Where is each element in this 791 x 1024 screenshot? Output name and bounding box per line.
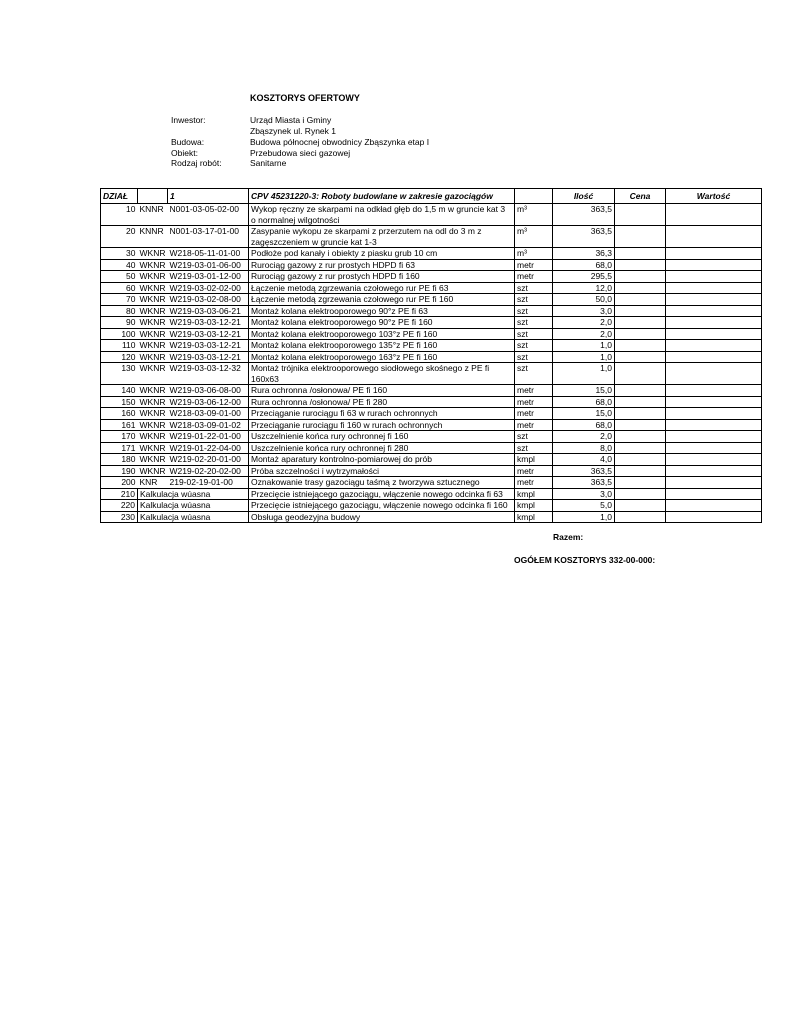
row-value [666, 396, 762, 408]
row-lp: 100 [101, 328, 138, 340]
row-source: WKNR [138, 317, 168, 329]
row-description: Montaż kolana elektrooporowego 90°z PE fi 63 [249, 305, 515, 317]
table-row [101, 351, 762, 363]
row-description: Montaż kolana elektrooporowego 90°z PE fi 160 [249, 317, 515, 329]
table-row [101, 408, 762, 420]
row-source: WKNR [138, 396, 168, 408]
row-quantity: 68,0 [553, 259, 615, 271]
row-lp: 40 [101, 259, 138, 271]
table-row [101, 282, 762, 294]
row-price [615, 454, 666, 466]
obiekt-label: Obiekt: [171, 148, 198, 158]
row-price [615, 488, 666, 500]
header-dzial: DZIAŁ [101, 189, 138, 204]
row-quantity: 363,5 [553, 204, 615, 226]
row-value [666, 500, 762, 512]
row-price [615, 317, 666, 329]
rodzaj-value: Sanitarne [250, 158, 287, 168]
row-description: Oznakowanie trasy gazociągu taśmą z tworzywa sztucznego [249, 477, 515, 489]
table-row [101, 500, 762, 512]
row-value [666, 259, 762, 271]
row-quantity: 5,0 [553, 500, 615, 512]
row-value [666, 248, 762, 260]
row-value [666, 328, 762, 340]
row-code: W219-03-03-12-21 [168, 351, 249, 363]
row-lp: 60 [101, 282, 138, 294]
row-unit: szt [515, 317, 553, 329]
row-source: WKNR [138, 340, 168, 352]
table-row [101, 465, 762, 477]
row-price [615, 465, 666, 477]
row-price [615, 500, 666, 512]
row-description: Wykop ręczny ze skarpami na odkład głęb do 1,5 m w gruncie kat 3 o normalnej wilgotności [249, 204, 515, 226]
table-row [101, 305, 762, 317]
row-quantity: 1,0 [553, 363, 615, 385]
row-value [666, 442, 762, 454]
row-price [615, 204, 666, 226]
row-lp: 110 [101, 340, 138, 352]
row-price [615, 271, 666, 283]
row-code: W218-05-11-01-00 [168, 248, 249, 260]
row-code: W218-03-09-01-02 [168, 419, 249, 431]
row-unit: szt [515, 442, 553, 454]
header-ilosc: Ilość [553, 189, 615, 204]
row-lp: 130 [101, 363, 138, 385]
row-description: Podłoże pod kanały i obiekty z piasku grub 10 cm [249, 248, 515, 260]
table-row [101, 454, 762, 466]
row-price [615, 282, 666, 294]
row-code: W219-03-03-12-32 [168, 363, 249, 385]
row-code: W219-03-03-06-21 [168, 305, 249, 317]
row-price [615, 363, 666, 385]
row-unit: metr [515, 419, 553, 431]
row-source: Kalkulacja wúasna [138, 488, 249, 500]
row-description: Montaż kolana elektrooporowego 163°z PE fi 160 [249, 351, 515, 363]
cost-estimate-table [100, 188, 762, 523]
row-value [666, 408, 762, 420]
row-lp: 20 [101, 226, 138, 248]
header-number: 1 [168, 189, 249, 204]
header-cpv: CPV 45231220-3: Roboty budowlane w zakresie gazociągów [249, 189, 515, 204]
row-value [666, 488, 762, 500]
ogolem-label: OGÓŁEM KOSZTORYS 332-00-000: [514, 555, 656, 565]
row-code: W219-03-06-08-00 [168, 385, 249, 397]
row-code: W219-03-01-06-00 [168, 259, 249, 271]
row-quantity: 68,0 [553, 396, 615, 408]
row-lp: 161 [101, 419, 138, 431]
row-quantity: 15,0 [553, 385, 615, 397]
inwestor-line1: Urząd Miasta i Gminy [250, 115, 332, 125]
row-source: WKNR [138, 431, 168, 443]
row-code: W219-03-03-12-21 [168, 328, 249, 340]
row-source: Kalkulacja wúasna [138, 511, 249, 523]
row-source: WKNR [138, 271, 168, 283]
row-quantity: 50,0 [553, 294, 615, 306]
row-lp: 170 [101, 431, 138, 443]
row-code: W218-03-09-01-00 [168, 408, 249, 420]
row-description: Przeciąganie rurociągu fi 63 w rurach ochronnych [249, 408, 515, 420]
row-quantity: 68,0 [553, 419, 615, 431]
row-value [666, 294, 762, 306]
row-unit: metr [515, 465, 553, 477]
row-price [615, 385, 666, 397]
inwestor-line2: Zbąszynek ul. Rynek 1 [250, 126, 336, 136]
row-code: W219-03-03-12-21 [168, 317, 249, 329]
table-row [101, 431, 762, 443]
row-lp: 90 [101, 317, 138, 329]
row-description: Uszczelnienie końca rury ochronnej fi 160 [249, 431, 515, 443]
table-row [101, 248, 762, 260]
row-value [666, 454, 762, 466]
row-quantity: 2,0 [553, 431, 615, 443]
row-quantity: 15,0 [553, 408, 615, 420]
row-unit: szt [515, 328, 553, 340]
row-price [615, 419, 666, 431]
row-quantity: 3,0 [553, 305, 615, 317]
row-quantity: 363,5 [553, 465, 615, 477]
row-source: KNR [138, 477, 168, 489]
row-unit: m³ [515, 204, 553, 226]
row-unit: metr [515, 385, 553, 397]
row-source: WKNR [138, 419, 168, 431]
row-code: W219-03-06-12-00 [168, 396, 249, 408]
row-lp: 30 [101, 248, 138, 260]
header-cena: Cena [615, 189, 666, 204]
row-source: WKNR [138, 351, 168, 363]
row-description: Uszczelnienie końca rury ochronnej fi 280 [249, 442, 515, 454]
row-value [666, 204, 762, 226]
row-source: Kalkulacja wúasna [138, 500, 249, 512]
table-row [101, 328, 762, 340]
row-unit: szt [515, 305, 553, 317]
row-source: WKNR [138, 385, 168, 397]
row-unit: kmpl [515, 454, 553, 466]
row-price [615, 259, 666, 271]
row-code: W219-03-02-08-00 [168, 294, 249, 306]
table-row [101, 385, 762, 397]
row-unit: szt [515, 431, 553, 443]
row-value [666, 477, 762, 489]
row-value [666, 305, 762, 317]
row-description: Montaż aparatury kontrolno-pomiarowej do prób [249, 454, 515, 466]
table-row [101, 294, 762, 306]
row-unit: szt [515, 340, 553, 352]
row-quantity: 8,0 [553, 442, 615, 454]
row-source: WKNR [138, 305, 168, 317]
row-value [666, 226, 762, 248]
row-quantity: 2,0 [553, 317, 615, 329]
row-price [615, 396, 666, 408]
row-source: WKNR [138, 442, 168, 454]
row-lp: 171 [101, 442, 138, 454]
row-quantity: 363,5 [553, 226, 615, 248]
table-row [101, 363, 762, 385]
row-value [666, 317, 762, 329]
row-source: KNNR [138, 226, 168, 248]
row-value [666, 282, 762, 294]
row-price [615, 442, 666, 454]
row-price [615, 226, 666, 248]
table-row [101, 442, 762, 454]
row-lp: 160 [101, 408, 138, 420]
row-price [615, 477, 666, 489]
row-value [666, 351, 762, 363]
row-unit: metr [515, 477, 553, 489]
row-quantity: 4,0 [553, 454, 615, 466]
row-description: Przeciąganie rurociągu fi 160 w rurach ochronnych [249, 419, 515, 431]
row-lp: 140 [101, 385, 138, 397]
header-wartosc: Wartość [666, 189, 762, 204]
row-description: Łączenie metodą zgrzewania czołowego rur PE fi 63 [249, 282, 515, 294]
row-lp: 230 [101, 511, 138, 523]
razem-label: Razem: [553, 532, 584, 542]
row-description: Montaż kolana elektrooporowego 103°z PE fi 160 [249, 328, 515, 340]
row-code: W219-01-22-01-00 [168, 431, 249, 443]
row-description: Montaż kolana elektrooporowego 135°z PE fi 160 [249, 340, 515, 352]
budowa-label: Budowa: [171, 137, 205, 147]
row-code: N001-03-05-02-00 [168, 204, 249, 226]
row-source: WKNR [138, 408, 168, 420]
table-row [101, 340, 762, 352]
row-price [615, 328, 666, 340]
row-unit: m³ [515, 226, 553, 248]
row-value [666, 271, 762, 283]
row-unit: metr [515, 408, 553, 420]
header-empty [138, 189, 168, 204]
row-value [666, 340, 762, 352]
row-unit: szt [515, 351, 553, 363]
row-lp: 70 [101, 294, 138, 306]
row-price [615, 408, 666, 420]
row-source: KNNR [138, 204, 168, 226]
budowa-value: Budowa północnej obwodnicy Zbąszynka etap I [250, 137, 430, 147]
row-code: W219-02-20-02-00 [168, 465, 249, 477]
row-value [666, 431, 762, 443]
row-lp: 120 [101, 351, 138, 363]
row-unit: kmpl [515, 488, 553, 500]
row-price [615, 351, 666, 363]
row-code: W219-03-01-12-00 [168, 271, 249, 283]
row-code: N001-03-17-01-00 [168, 226, 249, 248]
row-source: WKNR [138, 465, 168, 477]
row-price [615, 340, 666, 352]
row-quantity: 36,3 [553, 248, 615, 260]
row-lp: 180 [101, 454, 138, 466]
row-value [666, 419, 762, 431]
obiekt-value: Przebudowa sieci gazowej [250, 148, 351, 158]
table-row [101, 511, 762, 523]
row-lp: 210 [101, 488, 138, 500]
row-description: Rura ochronna /osłonowa/ PE fi 280 [249, 396, 515, 408]
row-quantity: 12,0 [553, 282, 615, 294]
row-description: Zasypanie wykopu ze skarpami z przerzutem na odl do 3 m z zagęszczeniem w gruncie kat 1-3 [249, 226, 515, 248]
table-row [101, 226, 762, 248]
row-unit: metr [515, 259, 553, 271]
header-unit [515, 189, 553, 204]
row-code: W219-03-02-02-00 [168, 282, 249, 294]
row-lp: 220 [101, 500, 138, 512]
table-row [101, 259, 762, 271]
row-unit: kmpl [515, 511, 553, 523]
table-row [101, 271, 762, 283]
table-row [101, 396, 762, 408]
inwestor-label: Inwestor: [171, 115, 206, 125]
row-value [666, 511, 762, 523]
row-price [615, 248, 666, 260]
row-quantity: 2,0 [553, 328, 615, 340]
row-description: Przecięcie istniejącego gazociągu, włączenie nowego odcinka fi 63 [249, 488, 515, 500]
row-source: WKNR [138, 282, 168, 294]
row-unit: kmpl [515, 500, 553, 512]
table-row [101, 488, 762, 500]
row-description: Rura ochronna /osłonowa/ PE fi 160 [249, 385, 515, 397]
table-row [101, 204, 762, 226]
row-code: W219-01-22-04-00 [168, 442, 249, 454]
row-value [666, 465, 762, 477]
row-price [615, 511, 666, 523]
row-unit: metr [515, 271, 553, 283]
row-lp: 80 [101, 305, 138, 317]
row-description: Przecięcie istniejącego gazociągu, włączenie nowego odcinka fi 160 [249, 500, 515, 512]
row-quantity: 1,0 [553, 351, 615, 363]
row-price [615, 305, 666, 317]
row-code: W219-03-03-12-21 [168, 340, 249, 352]
row-quantity: 1,0 [553, 511, 615, 523]
row-price [615, 431, 666, 443]
row-source: WKNR [138, 248, 168, 260]
table-row [101, 477, 762, 489]
row-quantity: 3,0 [553, 488, 615, 500]
row-value [666, 385, 762, 397]
row-lp: 200 [101, 477, 138, 489]
row-unit: szt [515, 294, 553, 306]
row-quantity: 363,5 [553, 477, 615, 489]
rodzaj-label: Rodzaj robót: [171, 158, 222, 168]
row-price [615, 294, 666, 306]
row-unit: szt [515, 363, 553, 385]
row-description: Łączenie metodą zgrzewania czołowego rur PE fi 160 [249, 294, 515, 306]
row-lp: 50 [101, 271, 138, 283]
row-value [666, 363, 762, 385]
table-row [101, 317, 762, 329]
row-quantity: 295,5 [553, 271, 615, 283]
row-description: Rurociąg gazowy z rur prostych HDPD fi 63 [249, 259, 515, 271]
row-description: Obsługa geodezyjna budowy [249, 511, 515, 523]
row-source: WKNR [138, 363, 168, 385]
row-lp: 10 [101, 204, 138, 226]
row-code: W219-02-20-01-00 [168, 454, 249, 466]
row-unit: m³ [515, 248, 553, 260]
row-source: WKNR [138, 294, 168, 306]
row-unit: metr [515, 396, 553, 408]
row-source: WKNR [138, 259, 168, 271]
row-description: Montaż trójnika elektrooporowego siodłowego skośnego z PE fi 160x63 [249, 363, 515, 385]
table-header-row [101, 189, 762, 204]
row-quantity: 1,0 [553, 340, 615, 352]
row-lp: 190 [101, 465, 138, 477]
row-lp: 150 [101, 396, 138, 408]
table-row [101, 419, 762, 431]
row-description: Rurociąg gazowy z rur prostych HDPD fi 160 [249, 271, 515, 283]
row-source: WKNR [138, 328, 168, 340]
row-source: WKNR [138, 454, 168, 466]
row-code: 219-02-19-01-00 [168, 477, 249, 489]
row-description: Próba szczelności i wytrzymałości [249, 465, 515, 477]
document-title: KOSZTORYS OFERTOWY [250, 93, 360, 103]
row-unit: szt [515, 282, 553, 294]
